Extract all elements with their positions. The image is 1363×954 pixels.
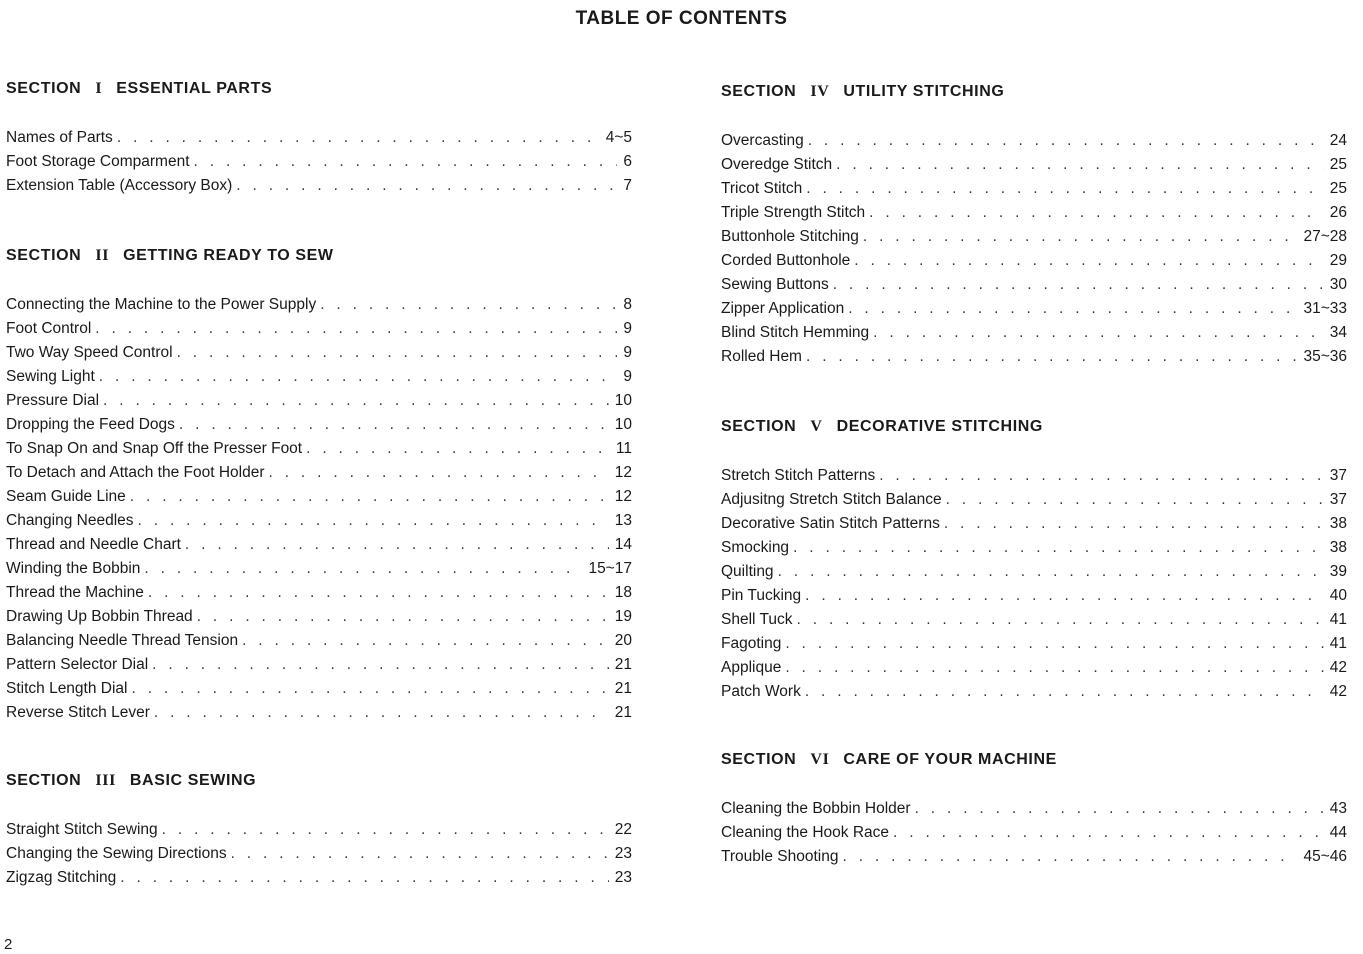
section-heading (721, 749, 1347, 771)
page-title: TABLE OF CONTENTS (575, 8, 788, 29)
toc-entry (721, 129, 1347, 153)
section-title: GETTING READY TO SEW (123, 247, 334, 264)
entry-label: Connecting the Machine to the Power Supply (6, 296, 317, 313)
entry-page-number: 41 (1329, 635, 1347, 652)
section-roman-numeral: III (95, 772, 116, 789)
entry-label: Sewing Buttons (721, 276, 829, 293)
toc-entry (6, 485, 632, 509)
toc-entry (721, 345, 1347, 369)
entry-label: Buttonhole Stitching (721, 228, 859, 245)
dot-leader (869, 201, 1324, 225)
dot-leader (117, 126, 600, 150)
toc-entry (6, 437, 632, 461)
toc-entry (721, 225, 1347, 249)
entry-label: Adjusitng Stretch Stitch Balance (721, 491, 942, 508)
toc-section (6, 245, 632, 725)
dot-leader (103, 389, 609, 413)
entry-page-number: 12 (614, 464, 632, 481)
dot-leader (194, 150, 618, 174)
entry-page-number: 37 (1329, 491, 1347, 508)
entry-label: Foot Control (6, 320, 92, 337)
toc-entry (721, 656, 1347, 680)
entry-page-number: 25 (1329, 156, 1347, 173)
section-label: SECTION (6, 772, 82, 789)
section-label: SECTION (6, 247, 82, 264)
entry-page-number: 38 (1329, 539, 1347, 556)
entry-page-number: 25 (1329, 180, 1347, 197)
entry-label: Cleaning the Bobbin Holder (721, 800, 911, 817)
section-label: SECTION (721, 418, 797, 435)
entry-label: Patch Work (721, 683, 801, 700)
dot-leader (806, 177, 1324, 201)
section-title: CARE OF YOUR MACHINE (843, 751, 1057, 768)
section-number (6, 78, 102, 100)
entry-label: Two Way Speed Control (6, 344, 173, 361)
toc-entry (721, 536, 1347, 560)
dot-leader (177, 341, 618, 365)
section-title: ESSENTIAL PARTS (116, 80, 273, 97)
toc-entry (721, 153, 1347, 177)
entry-label: Smocking (721, 539, 790, 556)
entry-label: To Snap On and Snap Off the Presser Foot (6, 440, 303, 457)
toc-entry (6, 293, 632, 317)
entry-page-number: 9 (623, 344, 632, 361)
toc-entry (721, 464, 1347, 488)
dot-leader (162, 818, 609, 842)
section-number (6, 245, 109, 267)
toc-entry (721, 512, 1347, 536)
toc-entry (6, 389, 632, 413)
toc-entry (6, 461, 632, 485)
entry-label: Overedge Stitch (721, 156, 833, 173)
dot-leader (833, 273, 1324, 297)
dot-leader (808, 129, 1324, 153)
entry-page-number: 42 (1329, 659, 1347, 676)
section-number (721, 416, 823, 438)
dot-leader (893, 821, 1324, 845)
toc-entry-list (6, 818, 632, 890)
page-number: 2 (4, 936, 13, 953)
dot-leader (306, 437, 610, 461)
dot-leader (99, 365, 618, 389)
dot-leader (130, 485, 609, 509)
entry-label: Winding the Bobbin (6, 560, 141, 577)
entry-label: Blind Stitch Hemming (721, 324, 870, 341)
entry-page-number: 19 (614, 608, 632, 625)
entry-label: Pattern Selector Dial (6, 656, 149, 673)
toc-entry (6, 126, 632, 150)
entry-label: Stretch Stitch Patterns (721, 467, 876, 484)
dot-leader (915, 797, 1324, 821)
entry-page-number: 6 (623, 153, 632, 170)
toc-entry (6, 509, 632, 533)
entry-label: Extension Table (Accessory Box) (6, 177, 233, 194)
toc-entry (6, 605, 632, 629)
toc-entry (6, 533, 632, 557)
section-heading (6, 770, 632, 792)
section-heading (721, 416, 1347, 438)
entry-page-number: 45~46 (1303, 848, 1347, 865)
entry-label: Straight Stitch Sewing (6, 821, 158, 838)
entry-page-number: 21 (614, 704, 632, 721)
entry-label: Fagoting (721, 635, 782, 652)
dot-leader (197, 605, 609, 629)
dot-leader (848, 297, 1297, 321)
entry-label: Seam Guide Line (6, 488, 126, 505)
toc-entry (721, 680, 1347, 704)
entry-page-number: 31~33 (1303, 300, 1347, 317)
dot-leader (836, 153, 1324, 177)
section-roman-numeral: V (810, 418, 823, 435)
toc-section (6, 770, 632, 890)
dot-leader (842, 845, 1297, 869)
entry-page-number: 13 (614, 512, 632, 529)
dot-leader (144, 557, 582, 581)
entry-label: Foot Storage Comparment (6, 153, 190, 170)
dot-leader (854, 249, 1323, 273)
section-label: SECTION (721, 751, 797, 768)
dot-leader (806, 345, 1297, 369)
toc-entry (6, 842, 632, 866)
entry-page-number: 14 (614, 536, 632, 553)
toc-entry (6, 653, 632, 677)
section-roman-numeral: VI (810, 751, 830, 768)
dot-leader (946, 488, 1324, 512)
entry-label: Tricot Stitch (721, 180, 803, 197)
entry-label: Sewing Light (6, 368, 95, 385)
entry-label: Rolled Hem (721, 348, 802, 365)
entry-label: Zigzag Stitching (6, 869, 117, 886)
dot-leader (231, 842, 609, 866)
dot-leader (95, 317, 617, 341)
section-roman-numeral: I (95, 80, 103, 97)
entry-label: Cleaning the Hook Race (721, 824, 890, 841)
dot-leader (879, 464, 1324, 488)
entry-page-number: 37 (1329, 467, 1347, 484)
entry-label: Quilting (721, 563, 774, 580)
toc-entry (6, 365, 632, 389)
entry-label: Shell Tuck (721, 611, 793, 628)
dot-leader (236, 174, 617, 198)
entry-label: Changing the Sewing Directions (6, 845, 227, 862)
entry-page-number: 39 (1329, 563, 1347, 580)
entry-page-number: 30 (1329, 276, 1347, 293)
section-roman-numeral: IV (810, 83, 830, 100)
entry-page-number: 35~36 (1303, 348, 1347, 365)
toc-entry-list (6, 126, 632, 198)
entry-page-number: 20 (614, 632, 632, 649)
toc-entry (6, 174, 632, 198)
entry-label: Balancing Needle Thread Tension (6, 632, 239, 649)
toc-entry (721, 249, 1347, 273)
dot-leader (805, 584, 1324, 608)
entry-page-number: 12 (614, 488, 632, 505)
toc-entry-list (721, 129, 1347, 369)
entry-page-number: 10 (614, 392, 632, 409)
dot-leader (785, 656, 1323, 680)
section-label: SECTION (6, 80, 82, 97)
dot-leader (185, 533, 609, 557)
entry-label: Thread the Machine (6, 584, 144, 601)
toc-entry-list (6, 293, 632, 725)
entry-label: Names of Parts (6, 129, 113, 146)
entry-page-number: 26 (1329, 204, 1347, 221)
entry-label: To Detach and Attach the Foot Holder (6, 464, 265, 481)
entry-label: Triple Strength Stitch (721, 204, 866, 221)
section-heading (6, 245, 632, 267)
dot-leader (132, 677, 609, 701)
entry-page-number: 4~5 (605, 129, 632, 146)
toc-entry (6, 413, 632, 437)
entry-page-number: 23 (614, 869, 632, 886)
toc-entry (721, 608, 1347, 632)
entry-page-number: 9 (623, 368, 632, 385)
toc-entry (6, 150, 632, 174)
entry-page-number: 21 (614, 680, 632, 697)
toc-entry-list (721, 464, 1347, 704)
entry-page-number: 38 (1329, 515, 1347, 532)
dot-leader (793, 536, 1324, 560)
toc-entry (6, 818, 632, 842)
dot-leader (148, 581, 609, 605)
toc-entry (6, 701, 632, 725)
dot-leader (154, 701, 609, 725)
dot-leader (805, 680, 1324, 704)
entry-page-number: 15~17 (588, 560, 632, 577)
section-title: UTILITY STITCHING (843, 83, 1005, 100)
toc-entry (721, 845, 1347, 869)
entry-label: Thread and Needle Chart (6, 536, 181, 553)
toc-entry (721, 273, 1347, 297)
entry-page-number: 29 (1329, 252, 1347, 269)
toc-section (6, 78, 632, 198)
toc-entry (6, 677, 632, 701)
toc-entry (721, 632, 1347, 656)
toc-entry (721, 177, 1347, 201)
section-roman-numeral: II (95, 247, 110, 264)
dot-leader (785, 632, 1323, 656)
entry-page-number: 9 (623, 320, 632, 337)
dot-leader (778, 560, 1324, 584)
dot-leader (179, 413, 609, 437)
toc-entry (721, 297, 1347, 321)
entry-page-number: 18 (614, 584, 632, 601)
entry-label: Trouble Shooting (721, 848, 839, 865)
entry-page-number: 44 (1329, 824, 1347, 841)
entry-page-number: 21 (614, 656, 632, 673)
section-heading (721, 81, 1347, 103)
entry-page-number: 40 (1329, 587, 1347, 604)
toc-section (721, 81, 1347, 369)
entry-label: Zipper Application (721, 300, 845, 317)
entry-label: Drawing Up Bobbin Thread (6, 608, 193, 625)
dot-leader (873, 321, 1324, 345)
toc-entry (6, 317, 632, 341)
toc-entry (6, 629, 632, 653)
entry-page-number: 24 (1329, 132, 1347, 149)
entry-label: Stitch Length Dial (6, 680, 128, 697)
dot-leader (269, 461, 609, 485)
entry-page-number: 8 (623, 296, 632, 313)
entry-label: Decorative Satin Stitch Patterns (721, 515, 940, 532)
entry-page-number: 11 (615, 440, 632, 457)
section-title: DECORATIVE STITCHING (836, 418, 1043, 435)
dot-leader (152, 653, 609, 677)
dot-leader (320, 293, 617, 317)
entry-page-number: 23 (614, 845, 632, 862)
entry-label: Reverse Stitch Lever (6, 704, 150, 721)
entry-page-number: 10 (614, 416, 632, 433)
dot-leader (242, 629, 609, 653)
toc-entry (6, 341, 632, 365)
entry-page-number: 7 (623, 177, 632, 194)
section-title: BASIC SEWING (129, 772, 257, 789)
entry-page-number: 27~28 (1303, 228, 1347, 245)
entry-label: Applique (721, 659, 782, 676)
toc-entry (6, 557, 632, 581)
section-label: SECTION (721, 83, 797, 100)
entry-label: Changing Needles (6, 512, 134, 529)
entry-page-number: 42 (1329, 683, 1347, 700)
section-number (721, 81, 829, 103)
toc-entry (721, 560, 1347, 584)
entry-page-number: 43 (1329, 800, 1347, 817)
toc-entry (6, 866, 632, 890)
toc-entry (721, 584, 1347, 608)
entry-page-number: 41 (1329, 611, 1347, 628)
dot-leader (138, 509, 609, 533)
section-heading (6, 78, 632, 100)
toc-entry (6, 581, 632, 605)
dot-leader (797, 608, 1324, 632)
toc-section (721, 749, 1347, 869)
toc-entry (721, 797, 1347, 821)
toc-entry (721, 321, 1347, 345)
entry-label: Pin Tucking (721, 587, 802, 604)
toc-section (721, 416, 1347, 704)
dot-leader (863, 225, 1298, 249)
entry-label: Overcasting (721, 132, 804, 149)
toc-entry (721, 821, 1347, 845)
entry-page-number: 34 (1329, 324, 1347, 341)
entry-label: Dropping the Feed Dogs (6, 416, 175, 433)
toc-entry (721, 488, 1347, 512)
dot-leader (120, 866, 608, 890)
section-number (721, 749, 829, 771)
entry-page-number: 22 (614, 821, 632, 838)
entry-label: Pressure Dial (6, 392, 100, 409)
dot-leader (944, 512, 1324, 536)
toc-entry-list (721, 797, 1347, 869)
entry-label: Corded Buttonhole (721, 252, 851, 269)
toc-entry (721, 201, 1347, 225)
section-number (6, 770, 116, 792)
